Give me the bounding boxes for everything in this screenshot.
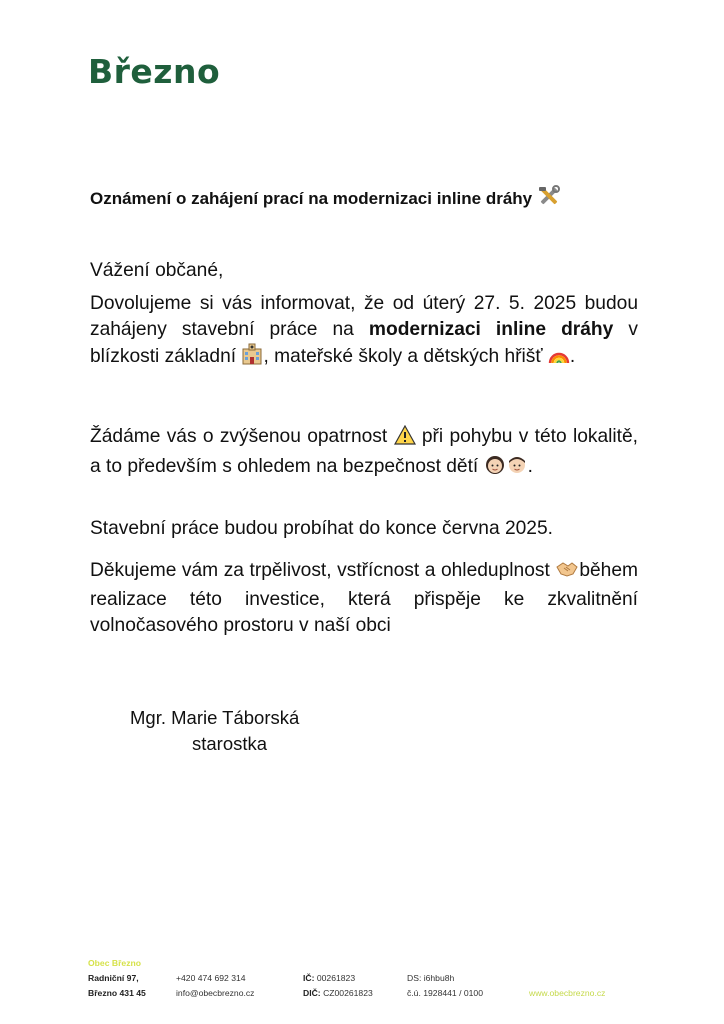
signature-role: starostka [192,733,268,754]
p2-text-a: Žádáme vás o zvýšenou opatrnost [90,426,394,447]
page-title [90,185,650,212]
footer-ic-label: IČ: [303,973,315,983]
p1-text-d: . [569,346,576,367]
p4-text-b: během realizace této investice, která přispěje ke zkvalitnění volnočasového prostoru v naší obci [90,560,638,636]
footer-email[interactable]: info@obecbrezno.cz [176,988,255,998]
p1-text-c: , mateřské školy a dětských hřišť [263,346,548,367]
brezno-logo: Březno [88,52,221,91]
salutation: Vážení občané, [90,260,224,281]
footer-contact [176,971,254,1001]
footer-account: č.ú. 1928441 / 0100 [407,988,483,998]
footer-address [88,956,146,1001]
p1-text-b: v blízkosti základní [90,319,638,367]
rainbow-icon [548,345,570,373]
signature-name: Mgr. Marie Táborská [130,707,300,728]
footer-ids [303,971,373,1001]
paragraph-duration: Stavební práce budou probíhat do konce června 2025. [90,518,553,539]
p1-bold-text: modernizaci inline dráhy [368,319,614,340]
boy-icon [506,453,528,483]
girl-icon [484,453,506,483]
footer-ds: DS: i6hbu8h [407,973,455,983]
footer-dic: CZ00261823 [323,988,373,998]
footer-phone[interactable]: +420 474 692 314 [176,973,246,983]
p4-text-a: Děkujeme vám za trpělivost, vstřícnost a ohleduplnost [90,560,556,581]
p2-text-b: při pohybu v této lokalitě, a to především s ohledem na bezpečnost dětí [90,426,638,477]
paragraph-thanks [90,558,638,639]
footer-dic-label: DIČ: [303,988,321,998]
school-icon [241,343,263,373]
footer-org: Obec Březno [88,958,142,968]
p2-text-c: . [527,456,533,477]
paragraph-caution [90,424,638,483]
footer-bank [407,971,483,1001]
tools-icon [537,185,561,212]
footer-web-link[interactable]: www.obecbrezno.cz [529,988,606,998]
footer-address-line2: Březno 431 45 [88,988,146,998]
p1-text-a: Dovolujeme si vás informovat, že od úterý 27. 5. 2025 budou zahájeny stavební práce na [90,293,638,340]
handshake-icon [555,559,579,587]
footer-address-line1: Radniční 97, [88,973,139,983]
paragraph-announcement [90,291,638,373]
warning-icon [394,425,416,453]
title-text: Oznámení o zahájení prací na modernizaci inline dráhy [90,189,533,208]
footer-web [529,986,605,1001]
footer-ic: 00261823 [316,973,356,983]
